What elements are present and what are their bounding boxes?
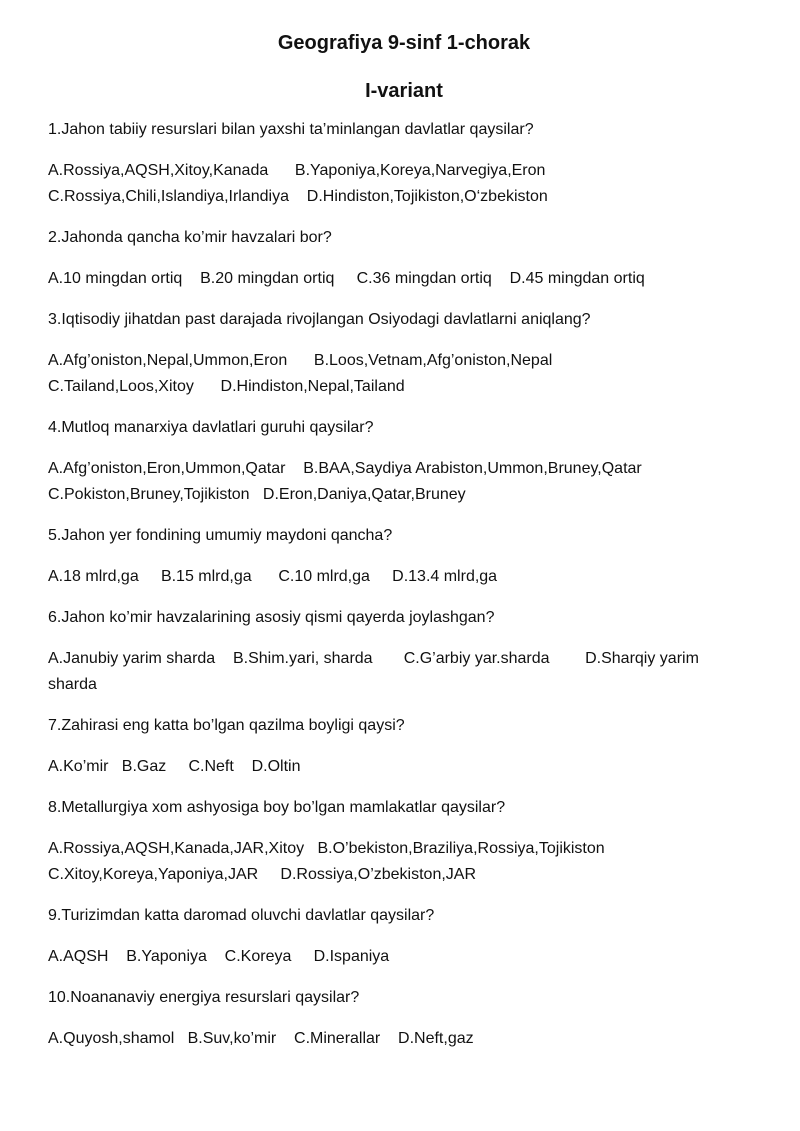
answer-option-line: C.Xitoy,Koreya,Yaponiya,JAR D.Rossiya,O’zbekiston,JAR — [48, 866, 477, 883]
answer-options — [48, 754, 760, 780]
answer-option-line: A.Janubiy yarim sharda B.Shim.yari, sharda C.G’arbiy yar.sharda D.Sharqiy yarim — [48, 650, 699, 667]
answer-options — [48, 944, 760, 970]
answer-option-line: A.Afg’oniston,Nepal,Ummon,Eron B.Loos,Vetnam,Afg’oniston,Nepal — [48, 352, 553, 369]
question-text: 2.Jahonda qancha ko’mir havzalari bor? — [48, 229, 332, 246]
answer-option-line: A.Quyosh,shamol B.Suv,ko’mir C.Minerallar D.Neft,gaz — [48, 1030, 474, 1047]
question-text: 1.Jahon tabiiy resurslari bilan yaxshi ta’minlangan davlatlar qaysilar? — [48, 121, 534, 138]
answer-option-line: A.18 mlrd,ga B.15 mlrd,ga C.10 mlrd,ga D.13.4 mlrd,ga — [48, 568, 498, 585]
answer-options — [48, 158, 760, 210]
document-page — [48, 28, 760, 1068]
answer-option-line: A.10 mingdan ortiq B.20 mingdan ortiq C.36 mingdan ortiq D.45 mingdan ortiq — [48, 270, 645, 287]
question-text: 10.Noananaviy energiya resurslari qaysilar? — [48, 989, 360, 1006]
question-text: 9.Turizimdan katta daromad oluvchi davlatlar qaysilar? — [48, 907, 435, 924]
question-list — [48, 118, 760, 1052]
answer-option-line: C.Rossiya,Chili,Islandiya,Irlandiya D.Hindiston,Tojikiston,O‘zbekiston — [48, 188, 548, 205]
answer-option-line: A.AQSH B.Yaponiya C.Koreya D.Ispaniya — [48, 948, 390, 965]
answer-option-line: A.Afg’oniston,Eron,Ummon,Qatar B.BAA,Saydiya Arabiston,Ummon,Bruney,Qatar — [48, 460, 642, 477]
answer-options — [48, 646, 760, 698]
answer-option-line: C.Tailand,Loos,Xitoy D.Hindiston,Nepal,Tailand — [48, 378, 405, 395]
answer-options — [48, 564, 760, 590]
question-text: 7.Zahirasi eng katta bo’lgan qazilma boyligi qaysi? — [48, 717, 405, 734]
answer-options — [48, 836, 760, 888]
answer-option-line: A.Ko’mir B.Gaz C.Neft D.Oltin — [48, 758, 301, 775]
question-text: 8.Metallurgiya xom ashyosiga boy bo’lgan mamlakatlar qaysilar? — [48, 799, 506, 816]
question-text: 5.Jahon yer fondining umumiy maydoni qancha? — [48, 527, 393, 544]
variant-heading: I-variant — [365, 80, 443, 102]
answer-option-line: C.Pokiston,Bruney,Tojikiston D.Eron,Daniya,Qatar,Bruney — [48, 486, 466, 503]
question-text: 6.Jahon ko’mir havzalarining asosiy qismi qayerda joylashgan? — [48, 609, 495, 626]
answer-option-line: A.Rossiya,AQSH,Xitoy,Kanada B.Yaponiya,Koreya,Narvegiya,Eron — [48, 162, 546, 179]
answer-options — [48, 456, 760, 508]
answer-options — [48, 348, 760, 400]
answer-options — [48, 1026, 760, 1052]
answer-option-line: sharda — [48, 676, 97, 693]
answer-option-line: A.Rossiya,AQSH,Kanada,JAR,Xitoy B.O’bekiston,Braziliya,Rossiya,Tojikiston — [48, 840, 605, 857]
document-title: Geografiya 9-sinf 1-chorak — [277, 32, 531, 54]
answer-options — [48, 266, 760, 292]
question-text: 4.Mutloq manarxiya davlatlari guruhi qaysilar? — [48, 419, 374, 436]
question-text: 3.Iqtisodiy jihatdan past darajada rivojlangan Osiyodagi davlatlarni aniqlang? — [48, 311, 591, 328]
